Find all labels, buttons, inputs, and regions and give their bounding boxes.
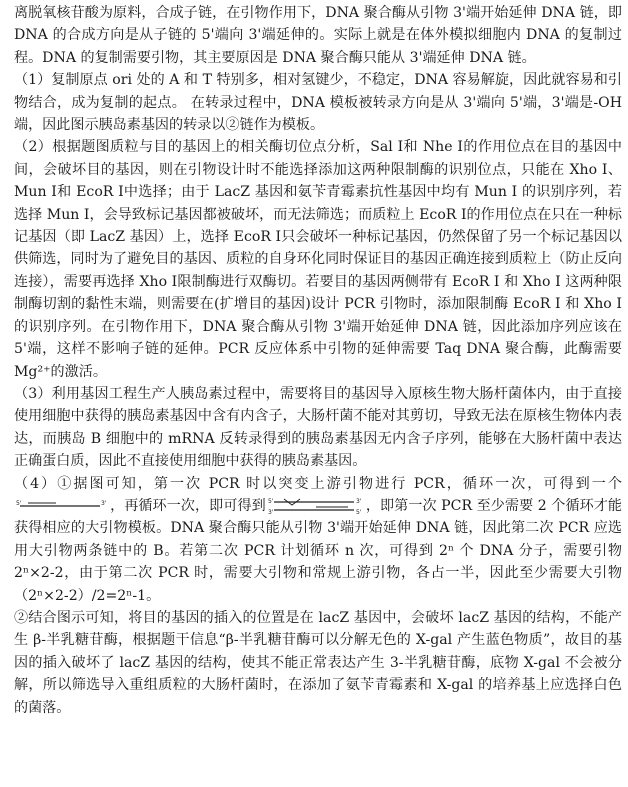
- paragraph-4-part2: ，再循环一次，即可得到: [110, 497, 266, 514]
- double-strand-label-top-left: 5': [267, 497, 274, 505]
- double-strand-label-bottom-left: 3': [267, 508, 274, 516]
- paragraph-intro: 离脱氧核苷酸为原料，合成子链，在引物作用下，DNA 聚合酶从引物 3'端开始延伸 DNA 链，即 DNA 的合成方向是从子链的 5'端向 3'端延伸的。实际上就是在体外模拟细胞内 DNA 的复制过程。DNA 的复制需要引物，其主要原因是 DNA 聚合酶只能从 3'端延伸 DNA 链。: [14, 5, 622, 66]
- paragraph-1: （1）复制原点 ori 处的 A 和 T 特别多，相对氢键少，不稳定，DNA 容易解旋，因此就容易和引物结合，成为复制的起点。 在转录过程中，DNA 模板被转录方向是从 3'端向 5'端，3'端是-OH 端，因此图示胰岛素基因的转录以②链作为模板。: [14, 72, 622, 134]
- double-strand-label-top-right: 3': [355, 497, 362, 505]
- single-strand-label-right: 3': [101, 499, 107, 507]
- single-strand-label-left: 5': [16, 499, 22, 507]
- paragraph-2: （2）根据题图质粒与目的基因上的相关酶切位点分析，Sal I和 Nhe I的作用位点在目的基因中间，会破坏目的基因，则在引物设计时不能选择添加这两种限制酶的识别位点，只能在 Xho I、Mun I和 EcoR I中选择；由于 LacZ 基因和氨苄青霉素抗性基因中均有 Mun I 的识别序列，若选择 Mun I，会导致标记基因都被破坏，而无法筛选；而质粒上 EcoR I的作用位点在只在一种标记基因（即 LacZ 基因）上，选择 EcoR I只会破坏一种标记基因，仍然保留了另一个标记基因以供筛选，同时为了避免目的基因、质粒的自身环化同时保证目的基因正确连接到质粒上（防止反向连接），需要再选择 Xho I限制酶进行双酶切。若要目的基因两侧带有 EcoR I 和 Xho I 这两种限制酶切割的黏性末端，则需要在(扩增目的基因)设计 PCR 引物时，添加限制酶 EcoR I 和 Xho I 的识别序列。在引物作用下，DNA 聚合酶从引物 3'端开始延伸 DNA 链，因此添加序列应该在 5'端，这样不影响子链的延伸。PCR 反应体系中引物的延伸需要 Taq DNA 聚合酶，此酶需要 Mg²⁺的激活。: [14, 139, 622, 380]
- double-strand-diagram: [268, 496, 364, 516]
- paragraph-4-part3: ，即第一次 PCR 至少需要 2 个循环才能获得相应的大引物模板。DNA 聚合酶只能从引物 3'端开始延伸 DNA 链，因此第二次 PCR 应选用大引物两条链中的 B。若第二次 PCR 计划循环 n 次，可得到 2ⁿ 个 DNA 分子，需要引物 2ⁿ×2-2，由于第二次 PCR 时，需要大引物和常规上游引物，各占一半，因此至少需要大引物（2ⁿ×2-2）/2=2ⁿ-1。: [14, 497, 623, 604]
- paragraph-5: ②结合图示可知，将目的基因的插入的位置是在 lacZ 基因中，会破坏 lacZ 基因的结构，不能产生 β-半乳糖苷酶，根据题干信息“β-半乳糖苷酶可以分解无色的 X-gal 产生蓝色物质”，故目的基因的插入破坏了 lacZ 基因的结构，使其不能正常表达产生 3-半乳糖苷酶，底物 X-gal 不会被分解，所以筛选导入重组质粒的大肠杆菌时，在添加了氨苄青霉素和 X-gal 的培养基上应选择白色的菌落。: [14, 609, 622, 716]
- paragraph-3: （3）利用基因工程生产人胰岛素过程中，需要将目的基因导入原核生物大肠杆菌体内，由于直接使用细胞中获得的胰岛素基因中含有内含子，大肠杆菌不能对其剪切，导致无法在原核生物体内表达，而胰岛 B 细胞中的 mRNA 反转录得到的胰岛素基因无内含子序列，能够在大肠杆菌中表达正确蛋白质，因此不直接使用细胞中获得的胰岛素基因。: [14, 385, 622, 470]
- single-strand-diagram: [16, 499, 108, 513]
- paragraph-4: [14, 473, 622, 607]
- double-strand-label-bottom-right: 5': [355, 508, 362, 516]
- paragraph-4-part1: （4）①据图可知，第一次 PCR 时以突变上游引物进行 PCR，循环一次，可得到一个: [14, 475, 622, 492]
